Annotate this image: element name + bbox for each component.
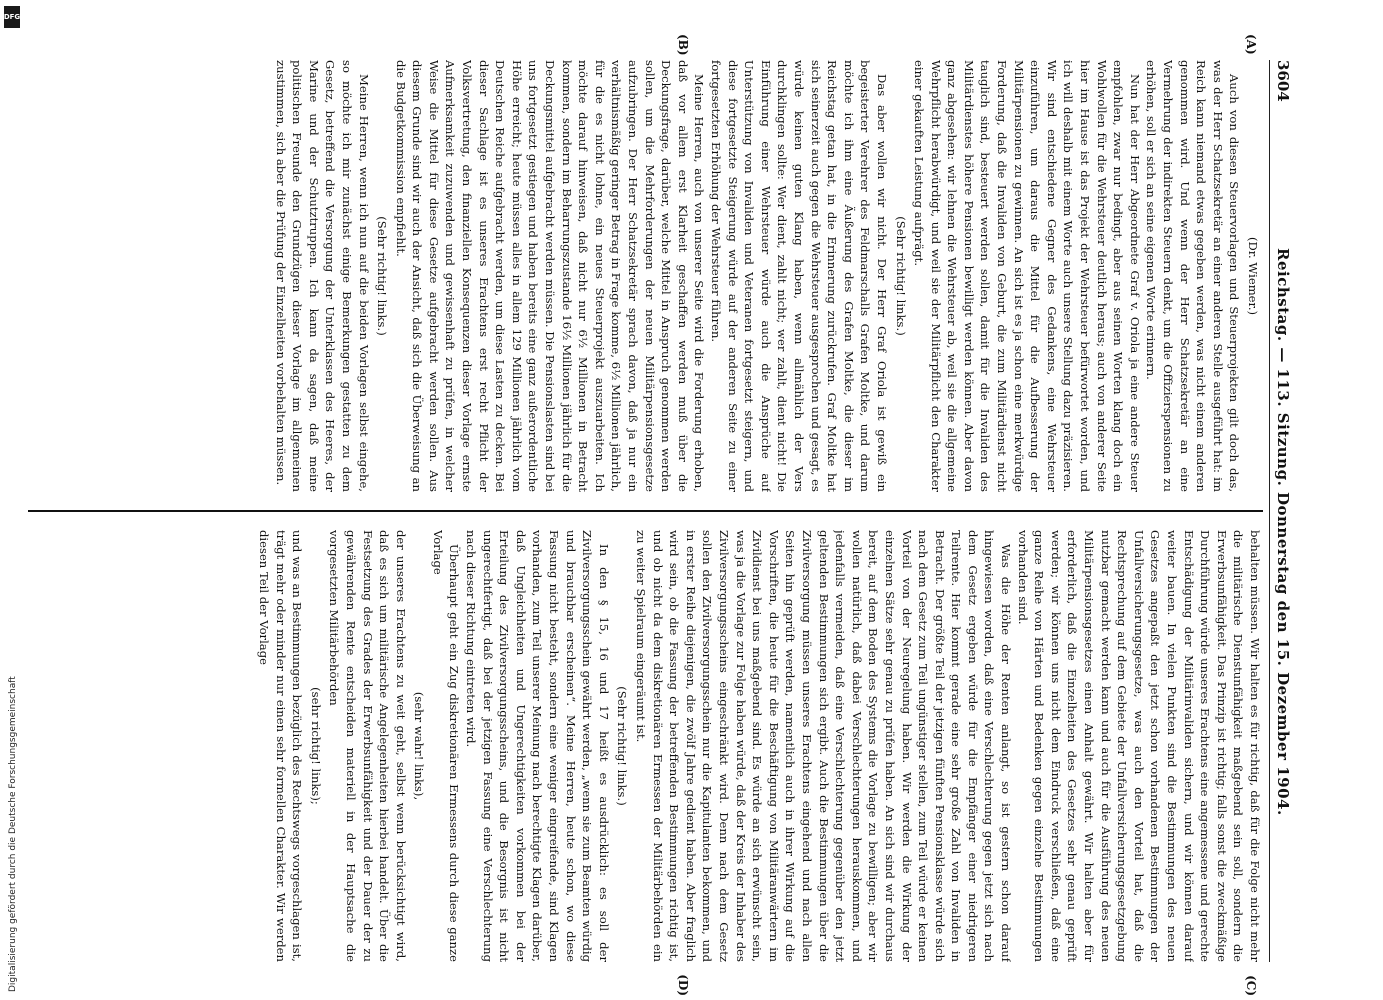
paragraph: Nun hat der Herr Abgeordnete Graf v. Oriola ja eine andere Steuer empfohlen, zwar nur bedingt, aber aus seinen Worten klang doch ein Wohlwollen für die Wehrsteuer deutlich heraus; auch von anderer Seite hier im Hause ist das Projekt der Wehrsteuer befürwortet worden, und ich will deshalb mit einem Worte auch unsere Stellung dazu präzisieren. Wir sind entschiedene Gegner des Gedankens, eine Wehrsteuer einzuführen, um daraus die Mittel für die Aufbesserung der Militärpensionen zu gewinnen. An sich ist es ja schon eine merkwürdige Forderung, daß die Invaliden von Geburt, die zum Militärdienst nicht tauglich sind, besteuert werden sollen, damit für die Invaliden des Militärdienstes höhere Pensionen bewilligt werden können. Aber davon ganz abgesehen: wir lehnen die Wehrsteuer ab, weil sie die allgemeine Wehrpflicht herabwürdigt, und weil sie der Militärpflicht den Charakter einer gekauften Leistung aufprägt. xyxy=(912,60,1142,492)
column-divider xyxy=(28,510,1263,512)
text-columns xyxy=(28,60,1263,962)
paragraph: Auch von diesen Steuervorlagen und Steuerprojekten gilt doch das, was der Herr Schatzsekretär an einer anderen Stelle ausgeführt hat: im Reich kann niemand etwas gegeben werden, was nicht einem anderen genommen wird. Und wenn der Herr Schatzsekretär an eine Vermehrung der indirekten Steuern denkt, um die Offizierspensionen zu erhöhen, soll er sich an seine eigenen Worte erinnern. xyxy=(1144,60,1242,492)
margin-marker-a: (A) xyxy=(1244,34,1258,55)
paragraph: Das aber wollen wir nicht. Der Herr Graf Oriola ist gewiß ein begeisterter Verehrer des Feldmarschalls Grafen Moltke, und darum möchte ich ihm eine Äußerung des Grafen Moltke, die dieser im Reichstag getan hat, in die Erinnerung zurückrufen. Graf Moltke hat sich seinerzeit auch gegen die Wehrsteuer ausgesprochen und gesagt, es würde keinen guten Klang haben, wenn allmählich der Vers durchklingen sollte: Wer dient, zahlt nicht; wer zahlt, dient nicht! Die Einführung einer Wehrsteuer würde auch die Ansprüche auf Unterstützung von Invaliden und Veteranen fortgesetzt steigern, und diese fortgesetzte Steigerung würde auf der anderen Seite zu einer fortgesetzten Erhöhung der Wehrsteuer führen. xyxy=(709,60,889,492)
margin-marker-c: (C) xyxy=(1244,975,1258,996)
interjection: (sehr wahr! links), xyxy=(412,691,427,801)
paragraph: Was die Höhe der Renten anlangt, so ist gestern schon darauf hingewiesen worden, daß eine Verschlechterung gegen jetzt sich nach dem Gesetz ergeben würde für die Empfänger einer niedrigeren Teilrente. Hier kommt gerade eine sehr große Zahl von Invaliden in Betracht. Der größte Teil der jetzigen fünften Pensionsklasse würde sich nach dem Gesetz zum Teil ungünstiger stellen, zum Teil würde er keinen Vorteil von der Neuregelung haben. Wir werden die Wirkung der einzelnen Sätze sehr genau zu prüfen haben. An sich sind wir durchaus bereit, auf dem Boden des Systems die Vorlage zu bewilligen; aber wir wollen natürlich, daß dabei Verschlechterungen herauskommen, und jedenfalls vermeiden, daß eine Verschlechterung gegenüber den jetzt geltenden Bestimmungen sich ergibt. Auch die Bestimmungen über die Zivilversorgung müssen unseres Erachtens eingehend und nach allen Seiten hin geprüft werden, namentlich auch in ihrer Wirkung auf die Vorschriften, die heute für die Beschäftigung von Militäranwärtern im Zivildienst bei uns maßgebend sind. Es würde an sich erwünscht sein, was ja die Vorlage zur Folge haben würde, daß der Kreis der Inhaber des Zivilversorgungsscheins eingeschränkt wird. Denn nach dem Gesetz sollen den Zivilversorgungsschein nur die Kapitulanten bekommen, und in erster Reihe diejenigen, die zwölf Jahre gedient haben. Aber fraglich wird sein, ob die Fassung der betreffenden Bestimmungen richtig ist, und ob nicht da dem diskretionären Ermessen der Militärbehörden ein zu weiter Spielraum eingeräumt ist. xyxy=(634,530,1014,962)
page-title: Reichstag. — 113. Sitzung. Donnerstag den 15. Dezember 1904. xyxy=(1274,248,1292,816)
margin-marker-d: (D) xyxy=(676,974,690,996)
dfg-logo: DFG xyxy=(4,6,20,28)
interjection: (Sehr richtig! links.) xyxy=(615,686,630,806)
paragraph: Überhaupt geht ein Zug diskretionären Ermessens durch diese ganze Vorlage xyxy=(430,530,462,962)
speaker-label: (Dr. Wiemer.) xyxy=(1246,236,1260,316)
margin-marker-b: (B) xyxy=(676,34,690,56)
paragraph: und was an Bestimmungen bezüglich des Rechtswegs vorgeschlagen ist, trägt mehr oder minder nur einen sehr formellen Charakter. Wir werden diesen Teil der Vorlage xyxy=(256,530,305,962)
right-column xyxy=(28,530,1263,962)
digitization-credit-text: Digitalisierung gefördert durch die Deutsche Forschungsgemeinschaft xyxy=(8,676,18,992)
paragraph: In den § 15, 16 und 17 heißt es ausdrücklich: es soll der Zivilversorgungsschein gewährt werden, „wenn sie zum Beamten würdig und brauchbar erscheinen“. Meine Herren, heute schon, wo diese Fassung nicht besteht, sondern eine weniger eingreifende, sind Klagen vorhanden, zum Teil unserer Meinung nach berechtigte Klagen darüber, daß Ungleichheiten und Ungerechtigkeiten vorkommen bei der Erteilung des Zivilversorgungsscheins, und die Besorgnis ist nicht ungerechtfertigt, daß bei der jetzigen Fassung eine Verschlechterung nach dieser Richtung eintreten wird. xyxy=(464,530,611,962)
interjection: (Sehr richtig! links.) xyxy=(893,216,908,336)
paragraph: der unseres Erachtens zu weit geht, selbst wenn berücksichtigt wird, daß es sich um militärische Angelegenheiten hierbei handelt. Über die Festsetzung des Grades der Erwerbsunfähigkeit und der Dauer der zu gewährenden Rente entscheiden materiell in der Hauptsache die vorgesetzten Militärbehörden xyxy=(327,530,408,962)
paragraph: Meine Herren, auch von unserer Seite wird die Forderung erhoben, daß vor allem erst Klarheit geschaffen werden muß über die Deckungsfrage, darüber, welche Mittel in Anspruch genommen werden sollen, um die Mehrforderungen der neuen Militärpensionsgesetze aufzubringen. Der Herr Schatzsekretär sprach davon, daß ja nur ein verhältnismäßig geringer Betrag in Frage komme, 6½ Millionen jährlich, für die es nicht lohne, ein neues Steuerprojekt auszuarbeiten. Ich möchte darauf hinweisen, daß nicht nur 6½ Millionen in Betracht kommen, sondern im Beharrungszustande 16½ Millionen jährlich für die Deckungsmittel aufgebracht werden müssen. Die Pensionslasten sind bei uns fortgesetzt gestiegen und haben bereits eine ganz außerordentliche Höhe erreicht; heute müssen alles in allem 129 Millionen jährlich vom Deutschen Reiche aufgebracht werden, um diese Lasten zu decken. Bei dieser Sachlage ist es unseres Erachtens erst recht Pflicht der Volksvertretung, den finanziellen Konsequenzen dieser Vorlage ernste Aufmerksamkeit zuzuwenden und gewissenhaft zu prüfen, in welcher Weise die Mittel für diese Gesetze aufgebracht werden sollen. Aus diesem Grunde sind wir auch der Ansicht, daß sich die Überweisung an die Budgetkommission empfiehlt. xyxy=(393,60,707,492)
page-header xyxy=(1269,60,1292,962)
left-column xyxy=(28,60,1263,492)
interjection: (Sehr richtig! links.) xyxy=(375,216,390,336)
paragraph: behalten müssen. Wir halten es für richtig, daß für die Folge nicht mehr die militärische Dienstunfähigkeit maßgebend sein soll, sondern die Erwerbsunfähigkeit. Das Prinzip ist richtig; falls sonst die zweckmäßige Durchführung würde unseres Erachtens eine angemessene und gerechte Entschädigung der Militärinvaliden sichern, und wir können darauf weiter bauen. In vielen Punkten sind die Bestimmungen des neuen Gesetzes angepaßt den jetzt schon vorhandenen Bestimmungen der Unfallversicherungsgesetze, was auch den Vorteil hat, daß die Rechtsprechung auf dem Gebiete der Unfallversicherungsgesetzgebung nutzbar gemacht werden kann und auch für die Ausführung des neuen Militärpensionsgesetzes einen Anhalt gewährt. Wir halten aber für erforderlich, daß die Einzelheiten des Gesetzes sehr genau geprüft werden; wir können uns nicht dem Eindruck verschließen, daß eine ganze Reihe von Härten und Bedenken gegen einzelne Bestimmungen vorhanden sind. xyxy=(1015,530,1262,962)
interjection: (sehr richtig! links); xyxy=(308,687,323,805)
page-number: 3604 xyxy=(1274,60,1292,102)
paragraph: Meine Herren, wenn ich nun auf die beiden Vorlagen selbst eingehe, so möchte ich mir zunächst einige Bemerkungen gestatten zu dem Gesetz, betreffend die Versorgung der Unterklassen des Heeres, der Marine und der Schutztruppen. Ich kann da sagen, daß meine politischen Freunde den Grundzügen dieser Vorlage im allgemeinen zustimmen, sich aber die Prüfung der Einzelheiten vorbehalten müssen. xyxy=(273,60,371,492)
